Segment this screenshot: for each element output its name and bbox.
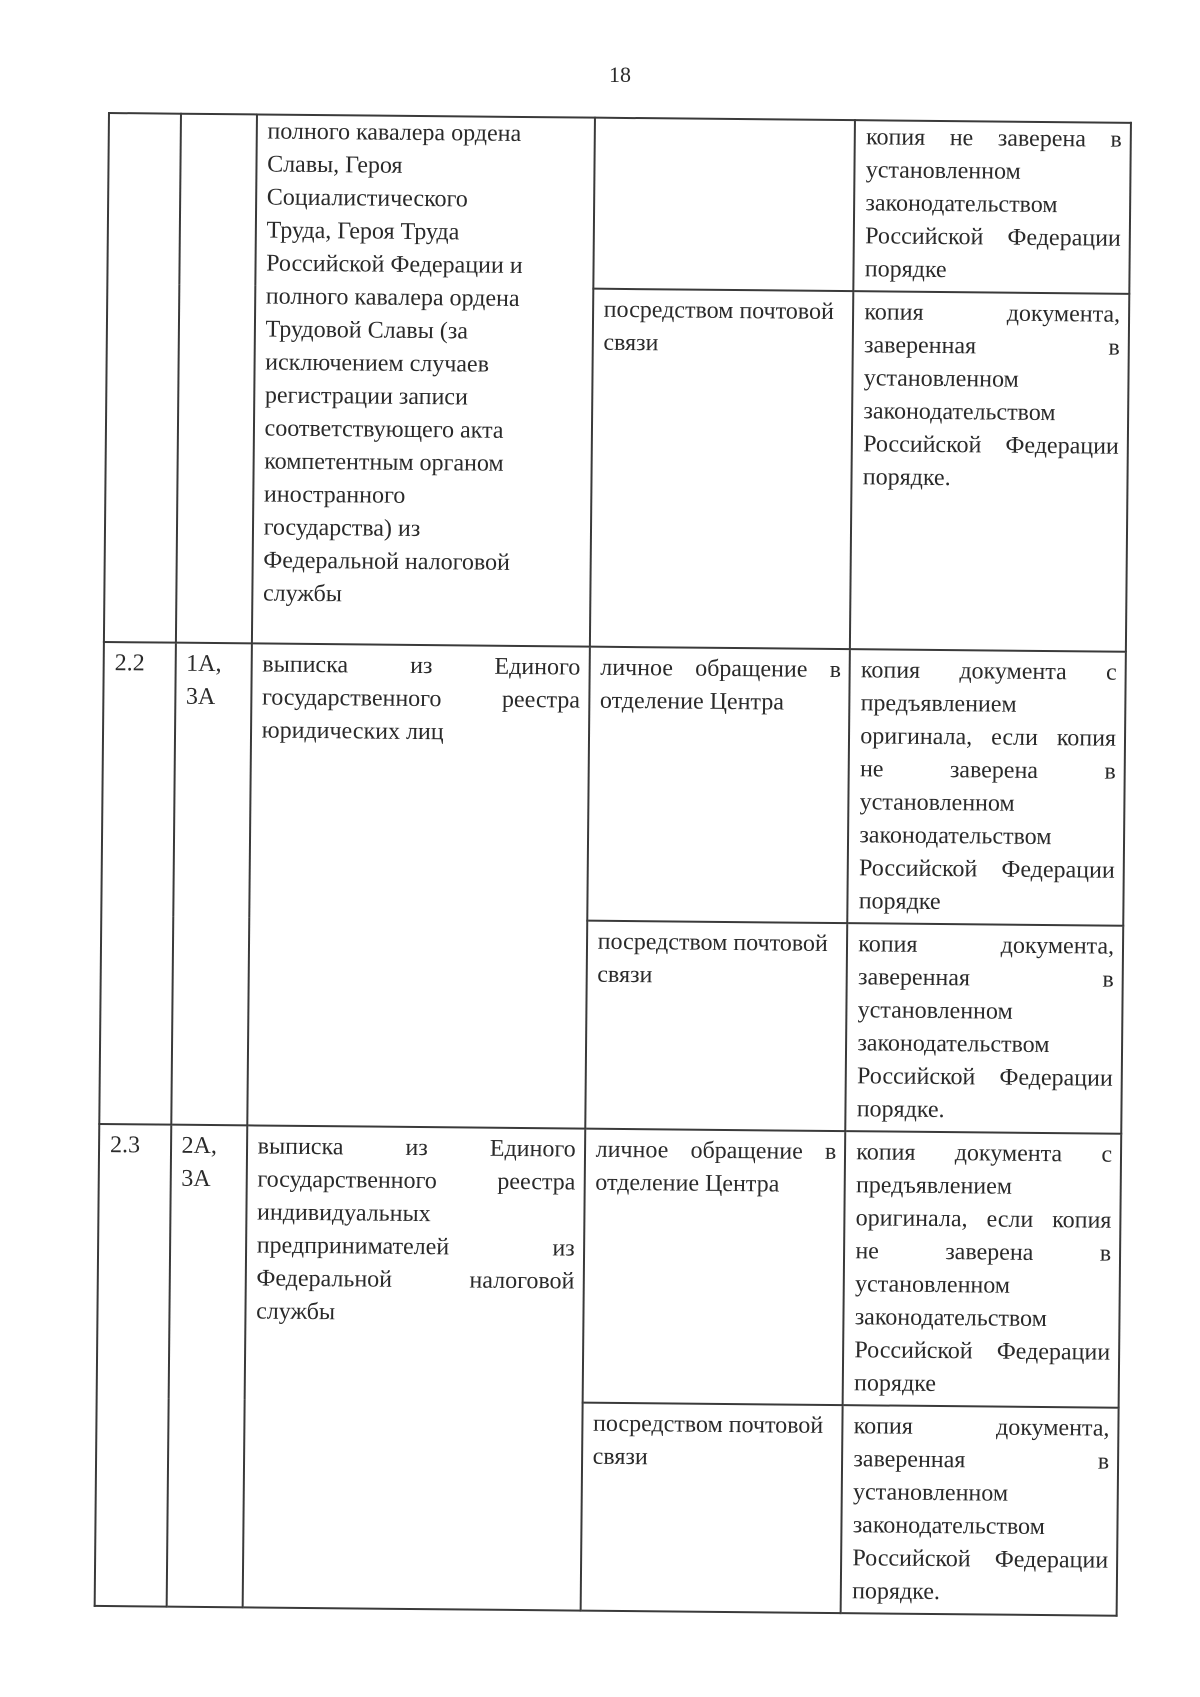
document-name-cell: выписка из Единого государственного реестра индивидуальных предпринимателей из Федеральной налоговой службы	[242, 1125, 585, 1610]
document-form-cell: копия документа с предъявлением оригинала, если копия не заверена в установленном законодательством Российской Федерации порядке	[843, 1131, 1121, 1408]
document-form-cell: копия документа, заверенная в установленном законодательством Российской Федерации порядке.	[841, 1405, 1119, 1616]
document-name-line: полного кавалера ордена	[267, 118, 522, 147]
document-name-line: Славы, Героя	[267, 151, 403, 179]
table-row	[107, 113, 1131, 294]
table-row	[97, 1124, 1122, 1408]
document-name-line: Федеральной налоговой	[263, 547, 511, 576]
document-name-line: полного кавалера ордена	[265, 283, 520, 312]
document-form-cell: копия не заверена в установленном законодательством Российской Федерации порядке	[854, 120, 1131, 294]
document-form-cell: копия документа, заверенная в установленном законодательством Российской Федерации порядке.	[846, 923, 1124, 1134]
submission-method-cell: посредством почтовой связи	[589, 289, 853, 649]
document-name-cell: выписка из Единого государственного реестра юридических лиц	[247, 643, 590, 1128]
document-name-line: компетентным органом	[264, 448, 504, 477]
submission-method-cell: посредством почтовой связи	[580, 1403, 843, 1613]
document-name-line: службы	[262, 580, 343, 608]
submission-method-cell: личное обращение в отделение Центра	[587, 647, 850, 923]
document-form-cell: копия документа, заверенная в установленном законодательством Российской Федерации порядке.	[850, 291, 1129, 652]
document-form-cell: копия документа с предъявлением оригинала, если копия не заверена в установленном законодательством Российской Федерации порядке	[848, 649, 1126, 926]
document-name-line: регистрации записи	[264, 382, 469, 411]
submission-method-cell: посредством почтовой связи	[585, 921, 848, 1131]
row-code-cell: 2А, 3А	[166, 1125, 247, 1608]
document-name-line: исключением случаев	[265, 349, 490, 378]
row-number-cell	[104, 113, 181, 643]
document-name-line: Российской Федерации и	[266, 250, 523, 279]
table-row	[101, 642, 1126, 926]
submission-method-cell	[593, 118, 855, 291]
row-number-cell: 2.3	[95, 1124, 171, 1607]
documents-table	[94, 112, 1132, 1617]
document-name-line: Социалистического	[266, 184, 468, 213]
submission-method-cell: личное обращение в отделение Центра	[582, 1129, 845, 1405]
document-name-cell	[252, 114, 595, 646]
row-code-cell: 1А, 3А	[171, 643, 252, 1126]
page-number: 18	[609, 62, 631, 87]
document-name-line: Трудовой Славы (за	[265, 316, 469, 345]
document-name-line: государства) из	[263, 514, 421, 543]
document-name-line: иностранного	[263, 481, 406, 509]
row-number-cell: 2.2	[99, 642, 175, 1125]
row-code-cell	[175, 114, 256, 644]
document-name-line: Труда, Героя Труда	[266, 217, 460, 246]
document-name-line: соответствующего акта	[264, 415, 504, 444]
